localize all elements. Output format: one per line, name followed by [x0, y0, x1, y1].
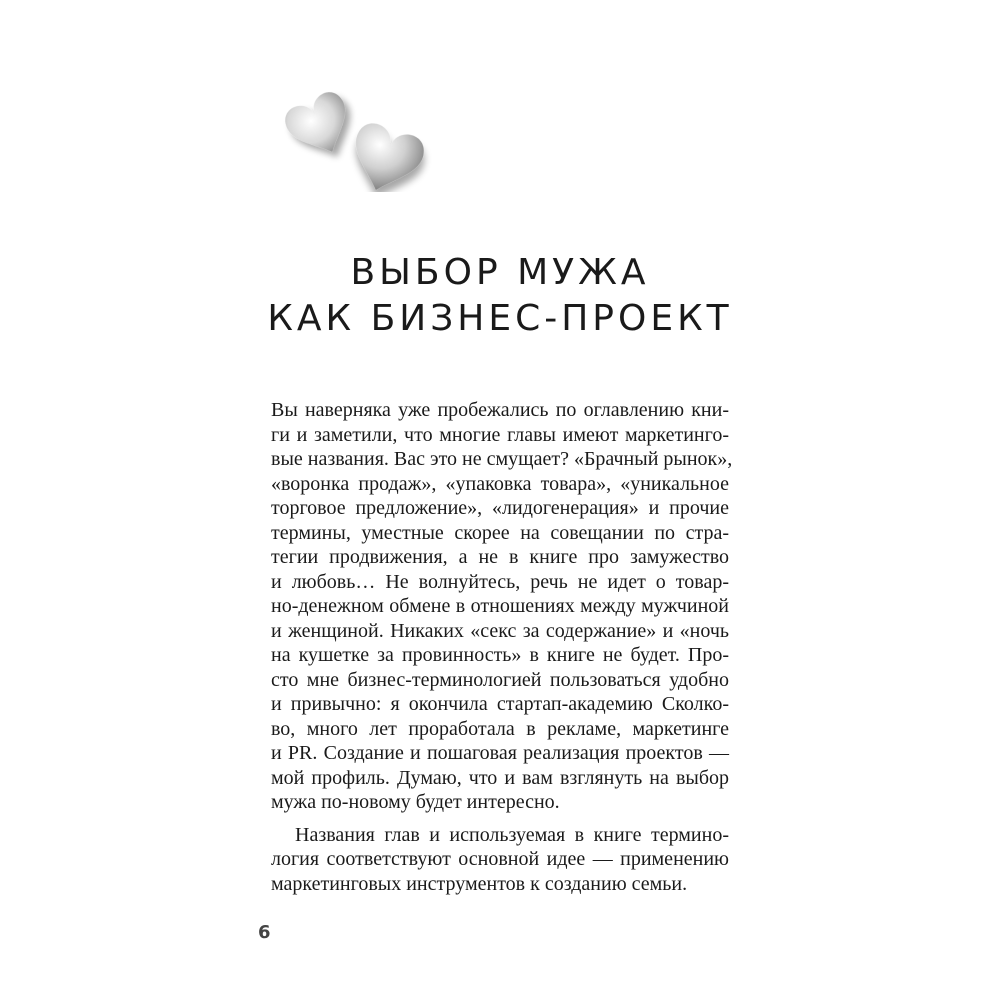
page-number: 6 [258, 922, 271, 943]
paragraph-2 [271, 823, 729, 897]
text-line: и женщиной. Никаких «секс за содержание» и «ночь [271, 619, 729, 642]
text-line: маркетинговых инструментов к созданию семьи. [271, 872, 688, 895]
text-line: и привычно: я окончила стартап-академию Сколко- [271, 693, 729, 715]
chapter-title-line-2: КАК БИЗНЕС-ПРОЕКТ [267, 298, 733, 339]
text-line: тегии продвижения, а не в книге про замужество [271, 546, 729, 568]
text-line: и любовь… Не волнуйтесь, речь не идет о товар- [271, 570, 729, 593]
text-line: Названия глав и используемая в книге термино- [295, 823, 729, 846]
two-hearts-icon [262, 62, 462, 192]
text-line: Вы наверняка уже пробежались по оглавлению кни- [271, 399, 729, 421]
text-line: «воронка продаж», «упаковка товара», «уникальное [271, 472, 729, 495]
chapter-body [271, 398, 733, 896]
text-line: мужа по-новому будет интересно. [271, 791, 560, 813]
chapter-title-line-1: ВЫБОР МУЖА [350, 252, 650, 293]
text-line: мой профиль. Думаю, что и вам взглянуть на выбор [271, 766, 729, 789]
chapter-title [200, 250, 800, 342]
text-line: но-денежном обмене в отношениях между мужчиной [271, 595, 729, 617]
text-line: термины, уместные скорее на совещании по стра- [271, 521, 729, 544]
text-line: ги и заметили, что многие главы имеют маркетинго- [271, 423, 729, 446]
text-line: торговое предложение», «лидогенерация» и прочие [271, 497, 729, 519]
text-line: сто мне бизнес-терминологией пользоваться удобно [271, 668, 729, 691]
paragraph-1 [271, 398, 733, 815]
text-line: вые названия. Вас это не смущает? «Брачный рынок», [271, 448, 733, 470]
text-line: на кушетке за провинность» в книге не будет. Про- [271, 644, 729, 666]
text-line: логия соответствуют основной идее — применению [271, 848, 729, 870]
text-line: во, много лет проработала в рекламе, маркетинге [271, 717, 729, 740]
text-line: и PR. Создание и пошаговая реализация проектов — [271, 742, 729, 764]
